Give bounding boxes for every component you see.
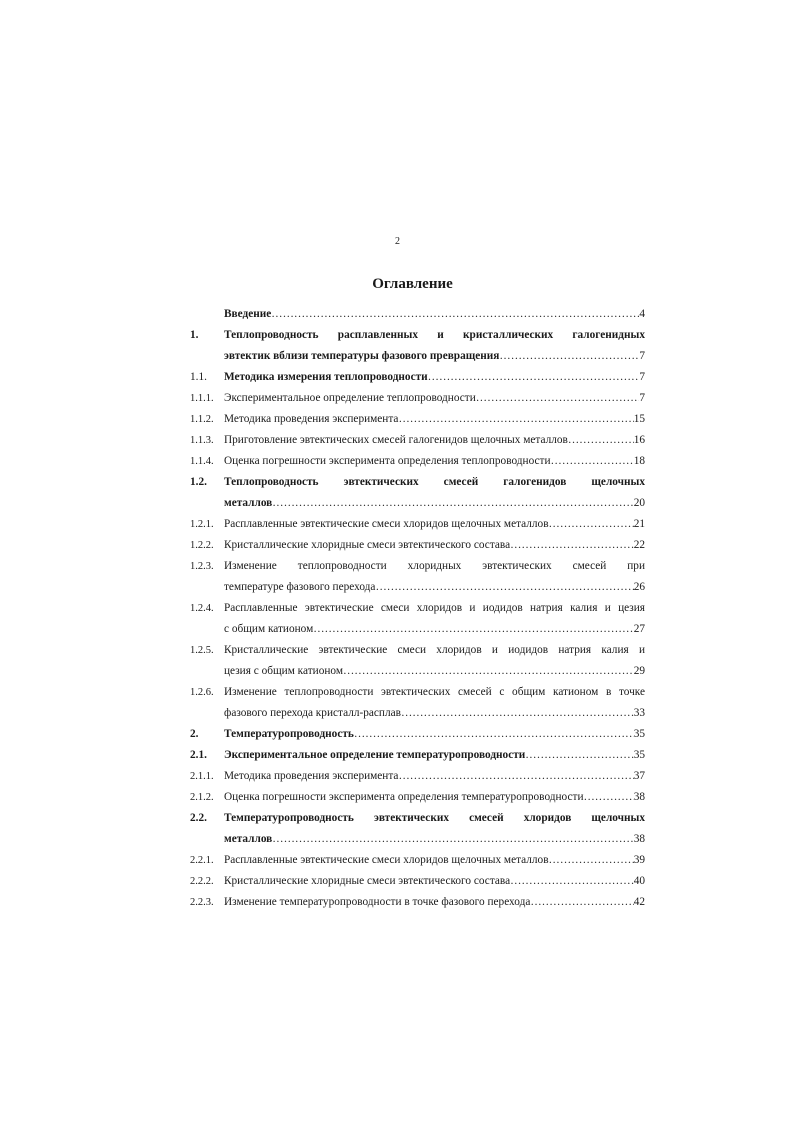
- dot-leader: [354, 724, 634, 745]
- toc-entry-title: Теплопроводность эвтектических смесей галогенидов щелочных: [224, 476, 645, 488]
- toc-entry-number: 2.1.1.: [190, 771, 214, 782]
- toc-entry-number: 2.2.3.: [190, 897, 214, 908]
- toc-entry: [190, 535, 645, 556]
- dot-leader: [271, 304, 639, 325]
- dot-leader: [549, 514, 634, 535]
- toc-entry: [190, 514, 645, 535]
- toc-entry-title: Кристаллические хлоридные смеси эвтектического состава: [224, 875, 511, 887]
- toc-entry: [190, 388, 645, 409]
- toc-entry: [190, 808, 645, 850]
- toc-entry-page: 29: [633, 665, 645, 677]
- toc-entry-page: 40: [633, 875, 645, 887]
- toc-entry: [190, 325, 645, 367]
- toc-entry-page: 38: [633, 791, 645, 803]
- toc-entry-title: Кристаллические хлоридные смеси эвтектического состава: [224, 539, 511, 551]
- toc-entry: [190, 451, 645, 472]
- dot-leader: [272, 493, 633, 514]
- toc-entry-page: 33: [633, 707, 645, 719]
- toc-entry-title: Изменение теплопроводности эвтектических смесей с общим катионом в точке: [224, 686, 645, 698]
- toc-entry-title: металлов: [224, 497, 273, 509]
- toc-entry-page: 38: [633, 833, 645, 845]
- toc-entry-number: 2.: [190, 728, 199, 740]
- toc-entry-title: фазового перехода кристалл-расплав: [224, 707, 401, 719]
- dot-leader: [510, 871, 634, 892]
- toc-entry-title: температуре фазового перехода: [224, 581, 376, 593]
- dot-leader: [401, 703, 634, 724]
- toc-entry-page: 27: [633, 623, 645, 635]
- dot-leader: [476, 388, 640, 409]
- dot-leader: [272, 829, 633, 850]
- toc-entry-title: Изменение температуропроводности в точке фазового перехода: [224, 896, 531, 908]
- toc-entry-page: 35: [633, 728, 645, 740]
- toc-entry-page: 7: [639, 350, 645, 362]
- toc-entry-page: 22: [633, 539, 645, 551]
- toc-entry-title: Экспериментальное определение теплопроводности: [224, 392, 476, 404]
- toc-entry: [190, 871, 645, 892]
- dot-leader: [530, 892, 633, 913]
- toc-entry: [190, 367, 645, 388]
- toc-entry-number: 1.2.1.: [190, 519, 214, 530]
- toc-entry-page: 21: [633, 518, 645, 530]
- toc-entry-title: Экспериментальное определение температуропроводности: [224, 749, 526, 761]
- toc-entry-page: 26: [633, 581, 645, 593]
- toc-entry-number: 1.2.2.: [190, 540, 214, 551]
- toc-entry-title: с общим катионом: [224, 623, 314, 635]
- toc-entry-page: 39: [633, 854, 645, 866]
- toc-entry-title: Температуропроводность эвтектических смесей хлоридов щелочных: [224, 812, 645, 824]
- toc-entry-title: Изменение теплопроводности хлоридных эвтектических смесей при: [224, 560, 645, 572]
- toc-entry-title: Кристаллические эвтектические смеси хлоридов и иодидов натрия калия и: [224, 644, 645, 656]
- toc-title: Оглавление: [372, 276, 453, 292]
- toc-entry-number: 2.2.2.: [190, 876, 214, 887]
- toc-entry-page: 15: [633, 413, 645, 425]
- toc-entry-title: Расплавленные эвтектические смеси хлоридов щелочных металлов: [224, 518, 549, 530]
- dot-leader: [551, 451, 634, 472]
- dot-leader: [313, 619, 633, 640]
- dot-leader: [398, 766, 633, 787]
- toc-entry-title: Введение: [224, 308, 272, 320]
- dot-leader: [510, 535, 634, 556]
- toc-entry-title: Теплопроводность расплавленных и кристаллических галогенидных: [224, 329, 645, 341]
- toc-entry: [190, 409, 645, 430]
- dot-leader: [398, 409, 633, 430]
- toc-entry-title: Оценка погрешности эксперимента определения теплопроводности: [224, 455, 551, 467]
- toc-entry-title: Методика проведения эксперимента: [224, 413, 399, 425]
- toc-entry: [190, 640, 645, 682]
- toc-entry-number: 1.: [190, 329, 199, 341]
- toc-entry-page: 7: [639, 392, 645, 404]
- toc-entry-page: 4: [639, 308, 645, 320]
- toc-entry-number: 1.2.5.: [190, 645, 214, 656]
- dot-leader: [499, 346, 639, 367]
- toc-entry-page: 37: [633, 770, 645, 782]
- toc-entry-number: 1.1.2.: [190, 414, 214, 425]
- toc-entry-title: Методика проведения эксперимента: [224, 770, 399, 782]
- toc-entry: [190, 766, 645, 787]
- toc-entry-number: 1.1.: [190, 371, 207, 383]
- dot-leader: [568, 430, 634, 451]
- toc-entry-number: 1.2.3.: [190, 561, 214, 572]
- toc-entry: [190, 787, 645, 808]
- toc-entry-number: 1.1.1.: [190, 393, 214, 404]
- table-of-contents: [190, 304, 645, 913]
- toc-entry-page: 20: [633, 497, 645, 509]
- toc-entry-number: 1.2.6.: [190, 687, 214, 698]
- toc-entry-number: 2.2.: [190, 812, 207, 824]
- toc-entry: [190, 745, 645, 766]
- dot-leader: [549, 850, 634, 871]
- toc-entry-number: 2.1.2.: [190, 792, 214, 803]
- dot-leader: [525, 745, 633, 766]
- toc-entry-number: 2.1.: [190, 749, 207, 761]
- toc-entry-page: 16: [633, 434, 645, 446]
- page-number: 2: [395, 236, 400, 247]
- toc-entry-title: Расплавленные эвтектические смеси хлоридов щелочных металлов: [224, 854, 549, 866]
- toc-entry-number: 1.1.3.: [190, 435, 214, 446]
- toc-entry-title: Приготовление эвтектических смесей галогенидов щелочных металлов: [224, 434, 568, 446]
- dot-leader: [343, 661, 634, 682]
- toc-entry-title: Методика измерения теплопроводности: [224, 371, 428, 383]
- toc-entry-title: металлов: [224, 833, 273, 845]
- toc-entry-title: Температуропроводность: [224, 728, 354, 740]
- toc-entry: [190, 850, 645, 871]
- toc-entry: [190, 304, 645, 325]
- toc-entry: [190, 892, 645, 913]
- toc-entry-title: Расплавленные эвтектические смеси хлоридов и иодидов натрия калия и цезия: [224, 602, 645, 614]
- toc-entry-page: 35: [633, 749, 645, 761]
- toc-entry-number: 1.2.4.: [190, 603, 214, 614]
- toc-entry-title: цезия с общим катионом: [224, 665, 343, 677]
- toc-entry-page: 7: [639, 371, 645, 383]
- toc-entry: [190, 472, 645, 514]
- toc-entry: [190, 556, 645, 598]
- toc-entry: [190, 682, 645, 724]
- dot-leader: [584, 787, 634, 808]
- toc-entry-number: 1.1.4.: [190, 456, 214, 467]
- toc-entry-title: Оценка погрешности эксперимента определения температуропроводности: [224, 791, 584, 803]
- toc-entry-number: 1.2.: [190, 476, 207, 488]
- toc-entry: [190, 724, 645, 745]
- toc-entry-number: 2.2.1.: [190, 855, 214, 866]
- toc-entry-page: 18: [633, 455, 645, 467]
- toc-entry-title: эвтектик вблизи температуры фазового превращения: [224, 350, 500, 362]
- dot-leader: [428, 367, 640, 388]
- dot-leader: [375, 577, 633, 598]
- toc-entry: [190, 598, 645, 640]
- toc-entry: [190, 430, 645, 451]
- toc-entry-page: 42: [633, 896, 645, 908]
